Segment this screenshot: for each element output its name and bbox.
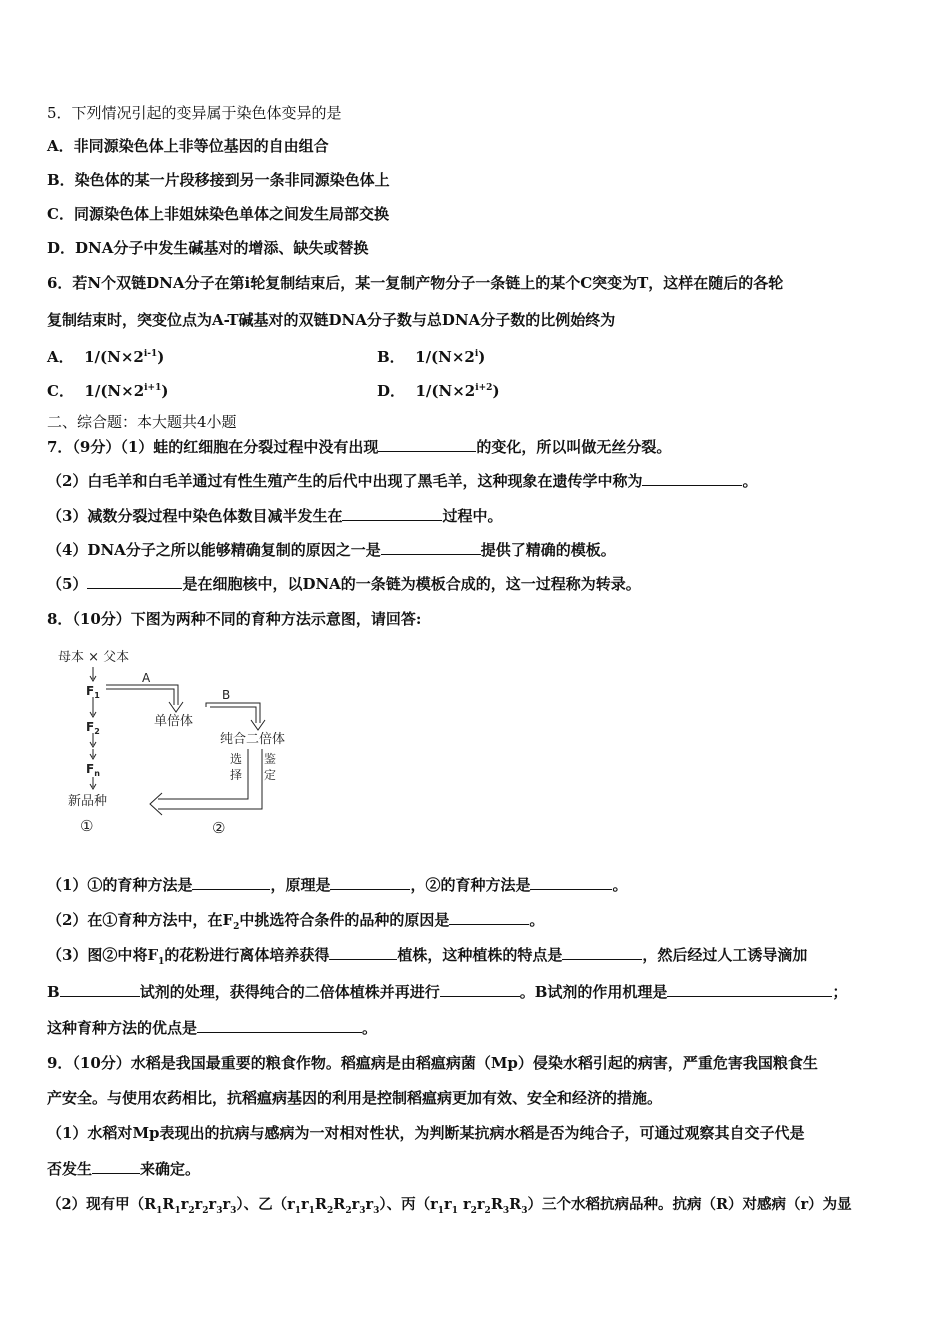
section-heading: 二、综合题：本大题共4小题 <box>47 413 237 431</box>
q5-option-d: D．DNA分子中发生碱基对的增添、缺失或替换 <box>47 239 369 257</box>
answer-blank[interactable] <box>329 945 397 960</box>
arrow-return <box>150 749 262 815</box>
diagram-label-a: A <box>142 671 151 685</box>
q8-stem: 8．（10分）下图为两种不同的育种方法示意图，请回答: <box>47 610 422 628</box>
diagram-haploid: 单倍体 <box>154 714 194 729</box>
q7-line4: （4）DNA分子之所以能够精确复制的原因之一是 提供了精确的模板。 <box>47 541 616 559</box>
diagram-label-b: B <box>222 688 231 702</box>
answer-blank[interactable] <box>87 574 182 589</box>
diagram-pure-diploid: 纯合二倍体 <box>220 732 286 747</box>
q6-options-row1 <box>47 344 164 367</box>
arrow-a <box>106 685 183 712</box>
q8-line5: 这种育种方法的优点是 。 <box>47 1019 378 1037</box>
q9-line2: 产安全。与使用农药相比，抗稻瘟病基因的利用是控制稻瘟病更加有效、安全和经济的措施。 <box>47 1089 663 1107</box>
q6-stem-line1: 6．若N个双链DNA分子在第i轮复制结束后，某一复制产物分子一条链上的某个C突变为T，这样在随后的各轮 <box>47 274 784 292</box>
q8-line3: （3）图②中将$F_1$的花粉进行离体培养获得 植株，这种植株的特点是 ，然后经过人工诱导滴加 <box>47 946 808 967</box>
q6-option-d: D． $1/(N\times 2^{i+2})$ <box>377 382 500 400</box>
q5-option-b: B．染色体的某一片段移接到另一条非同源染色体上 <box>47 171 390 189</box>
answer-blank[interactable] <box>92 1159 140 1174</box>
q5-option-c: C．同源染色体上非姐妹染色单体之间发生局部交换 <box>47 205 389 223</box>
q5-option-a: A．非同源染色体上非等位基因的自由组合 <box>47 137 329 155</box>
diagram-identify: 鉴定 <box>264 752 277 782</box>
q5-stem: 5．下列情况引起的变异属于染色体变异的是 <box>47 104 342 122</box>
diagram-f2: $F_2$ <box>86 720 100 736</box>
q9-line5: （2）现有甲$(R_1R_1r_2r_2r_3r_3)$、乙$(r_1r_1R_2R_2r_3r_3)$、丙（$r_1r_1$ $r_2r_2R_3R_3$）三个水稻抗病品种。抗病（R）对感病（r）为显 <box>47 1196 852 1216</box>
q8-line2: （2）在①育种方法中，在$F_2$中挑选符合条件的品种的原因是 。 <box>47 911 545 932</box>
q6-stem-line2: 复制结束时，突变位点为A-T碱基对的双链DNA分子数与总DNA分子数的比例始终为 <box>47 311 616 329</box>
q9-line1: 9．（10分）水稻是我国最重要的粮食作物。稻瘟病是由稻瘟病菌（Mp）侵染水稻引起的病害，严重危害我国粮食生 <box>47 1054 818 1072</box>
answer-blank[interactable] <box>381 540 481 555</box>
answer-blank[interactable] <box>378 437 476 452</box>
answer-blank[interactable] <box>667 982 832 997</box>
answer-blank[interactable] <box>60 982 140 997</box>
diagram-fn: $F_n$ <box>86 762 100 778</box>
answer-blank[interactable] <box>197 1018 362 1033</box>
diagram-parents: 母本 × 父本 <box>58 650 130 665</box>
answer-blank[interactable] <box>530 875 612 890</box>
q7-line2: （2）白毛羊和白毛羊通过有性生殖产生的后代中出现了黑毛羊，这种现象在遗传学中称为 。 <box>47 472 758 490</box>
breeding-diagram <box>50 645 330 845</box>
answer-blank[interactable] <box>330 875 410 890</box>
q8-line1: （1）①的育种方法是 ，原理是 ，②的育种方法是 。 <box>47 876 628 894</box>
q9-line3: （1）水稻对Mp表现出的抗病与感病为一对相对性状，为判断某抗病水稻是否为纯合子，可通过观察其自交子代是 <box>47 1124 805 1142</box>
q7-line5: （5） 是在细胞核中，以DNA的一条链为模板合成的，这一过程称为转录。 <box>47 575 641 593</box>
diagram-circle-2: ② <box>212 819 226 837</box>
answer-blank[interactable] <box>440 982 520 997</box>
answer-blank[interactable] <box>192 875 270 890</box>
q6-option-b: B． $1/(N\times 2^i)$ <box>377 348 486 366</box>
answer-blank[interactable] <box>562 945 642 960</box>
q8-line4: B 试剂的处理，获得纯合的二倍体植株并再进行 。B试剂的作用机理是 ； <box>47 983 848 1001</box>
answer-blank[interactable] <box>342 506 442 521</box>
q6-option-c: C． $1/(N\times 2^{i+1})$ <box>47 382 169 400</box>
q7-line1: 7．（9分）（1）蛙的红细胞在分裂过程中没有出现 的变化，所以叫做无丝分裂。 <box>47 438 672 456</box>
q6-option-a: A． $1/(N\times 2^{i-1})$ <box>47 348 165 366</box>
answer-blank[interactable] <box>449 910 529 925</box>
diagram-circle-1: ① <box>80 817 94 835</box>
diagram-select: 选择 <box>230 752 243 782</box>
diagram-new-variety: 新品种 <box>68 794 108 809</box>
answer-blank[interactable] <box>642 471 742 486</box>
q9-line4: 否发生 来确定。 <box>47 1160 201 1178</box>
diagram-f1: $F_1$ <box>86 684 100 700</box>
arrow-b <box>206 703 265 730</box>
q7-line3: （3）减数分裂过程中染色体数目减半发生在 过程中。 <box>47 507 503 525</box>
